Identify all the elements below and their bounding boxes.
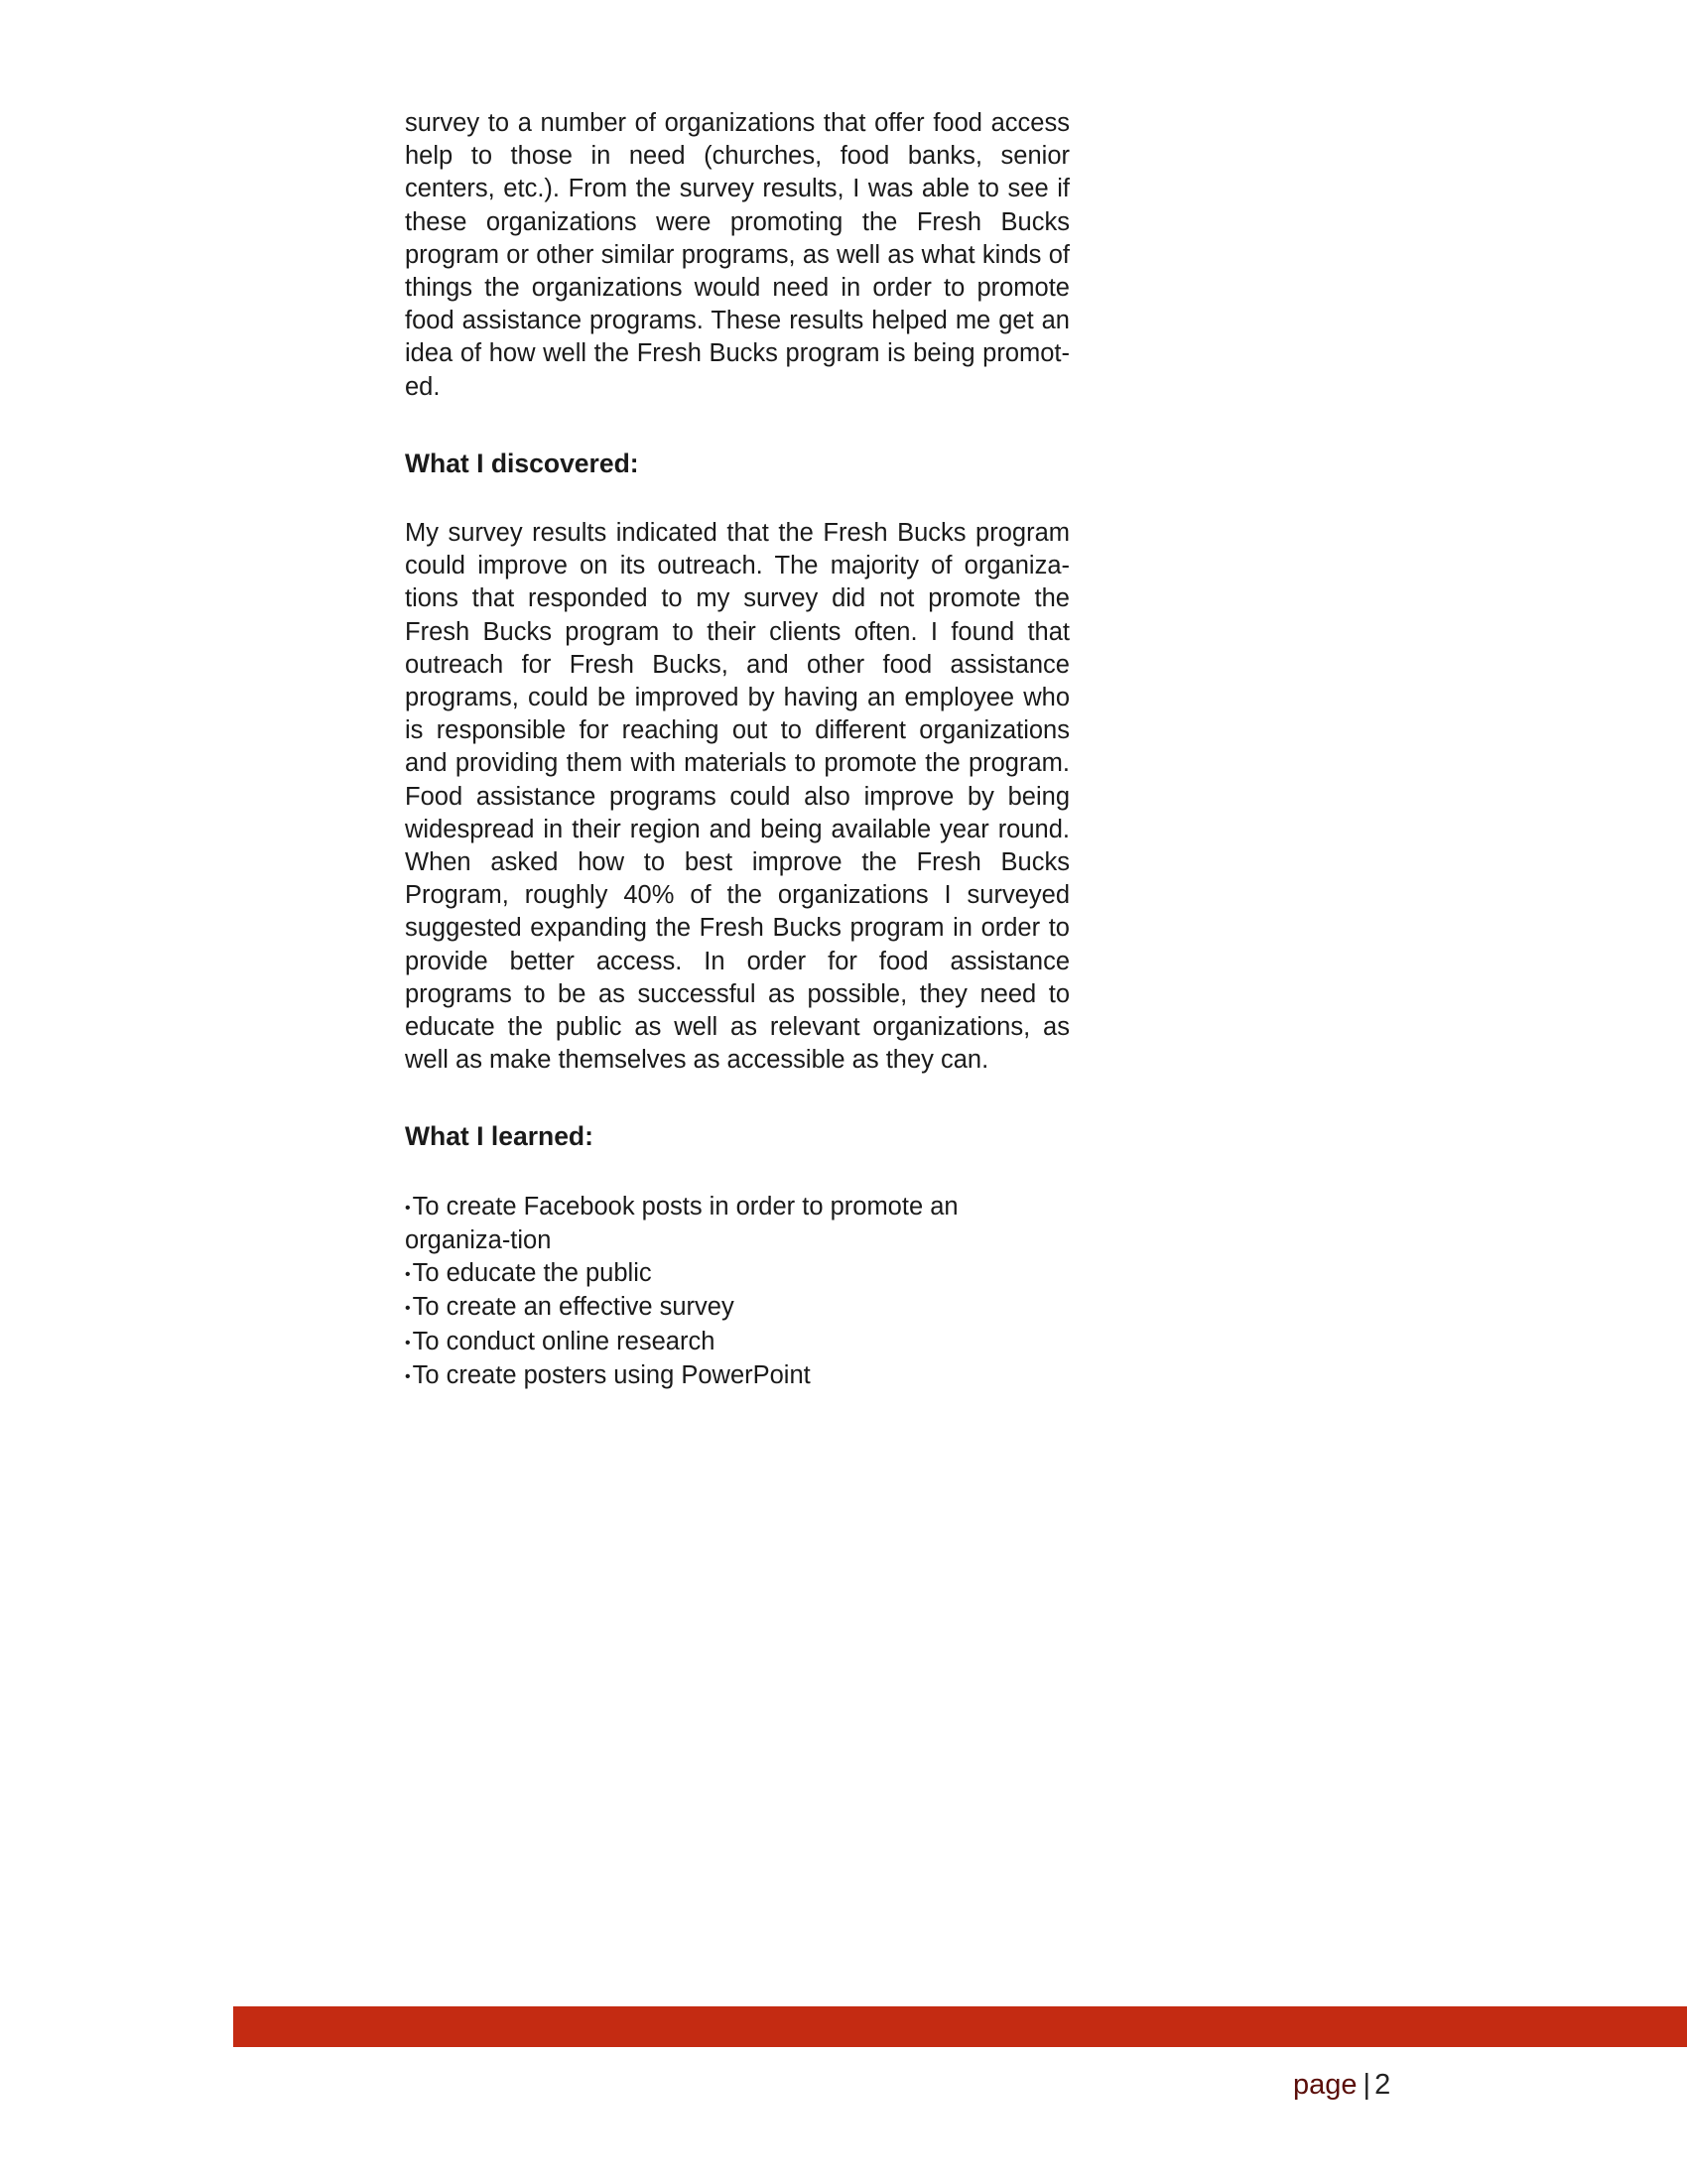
bullet-icon: • bbox=[405, 1334, 411, 1351]
heading-what-i-discovered: What I discovered: bbox=[405, 448, 639, 478]
footer-accent-bar bbox=[233, 2006, 1687, 2047]
list-item-text: To create posters using PowerPoint bbox=[412, 1360, 811, 1389]
list-item bbox=[405, 1326, 1070, 1359]
list-item bbox=[405, 1291, 1070, 1325]
list-item-text: To create an effective survey bbox=[412, 1293, 734, 1322]
page-number: 2 bbox=[1374, 2069, 1391, 2101]
list-item-text: To conduct online research bbox=[412, 1327, 715, 1355]
page-separator: | bbox=[1363, 2069, 1371, 2101]
page-label: page bbox=[1293, 2069, 1358, 2101]
heading-what-i-learned: What I learned: bbox=[405, 1121, 593, 1152]
list-item-text: To create Facebook posts in order to promote an organiza-tion bbox=[405, 1192, 959, 1254]
list-item-text: To educate the public bbox=[412, 1259, 652, 1288]
learned-list bbox=[405, 1191, 1070, 1393]
bullet-icon: • bbox=[405, 1199, 411, 1217]
bullet-icon: • bbox=[405, 1367, 411, 1385]
intro-paragraph: survey to a number of organizations that offer food access help to those in need (churches, food banks, senior centers, etc.). From the survey results, I was able to see if these organizations were promoting the Fresh Bucks program or other similar programs, as well as what kinds of things the organizations would need in order to promote food assistance programs. These results helped me get an idea of how well the Fresh Bucks program is being promot-ed. bbox=[405, 109, 1070, 401]
document-body bbox=[405, 107, 1070, 1393]
list-item bbox=[405, 1191, 1070, 1257]
list-item bbox=[405, 1257, 1070, 1291]
bullet-icon: • bbox=[405, 1300, 411, 1318]
page-number-footer bbox=[1293, 2067, 1390, 2103]
discovered-paragraph: My survey results indicated that the Fresh Bucks program could improve on its outreach. The majority of organiza-tions that responded to my survey did not promote the Fresh Bucks program to their clients often. I found that outreach for Fresh Bucks, and other food assistance programs, could be improved by having an employee who is responsible for reaching out to different organizations and providing them with materials to promote the program. Food assistance programs could also improve by being widespread in their region and being available year round. When asked how to best improve the Fresh Bucks Program, roughly 40% of the organizations I surveyed suggested expanding the Fresh Bucks program in order to provide better access. In order for food assistance programs to be as successful as possible, they need to educate the public as well as relevant organizations, as well as make themselves as accessible as they can. bbox=[405, 519, 1070, 1075]
bullet-icon: • bbox=[405, 1266, 411, 1284]
list-item bbox=[405, 1359, 1070, 1393]
